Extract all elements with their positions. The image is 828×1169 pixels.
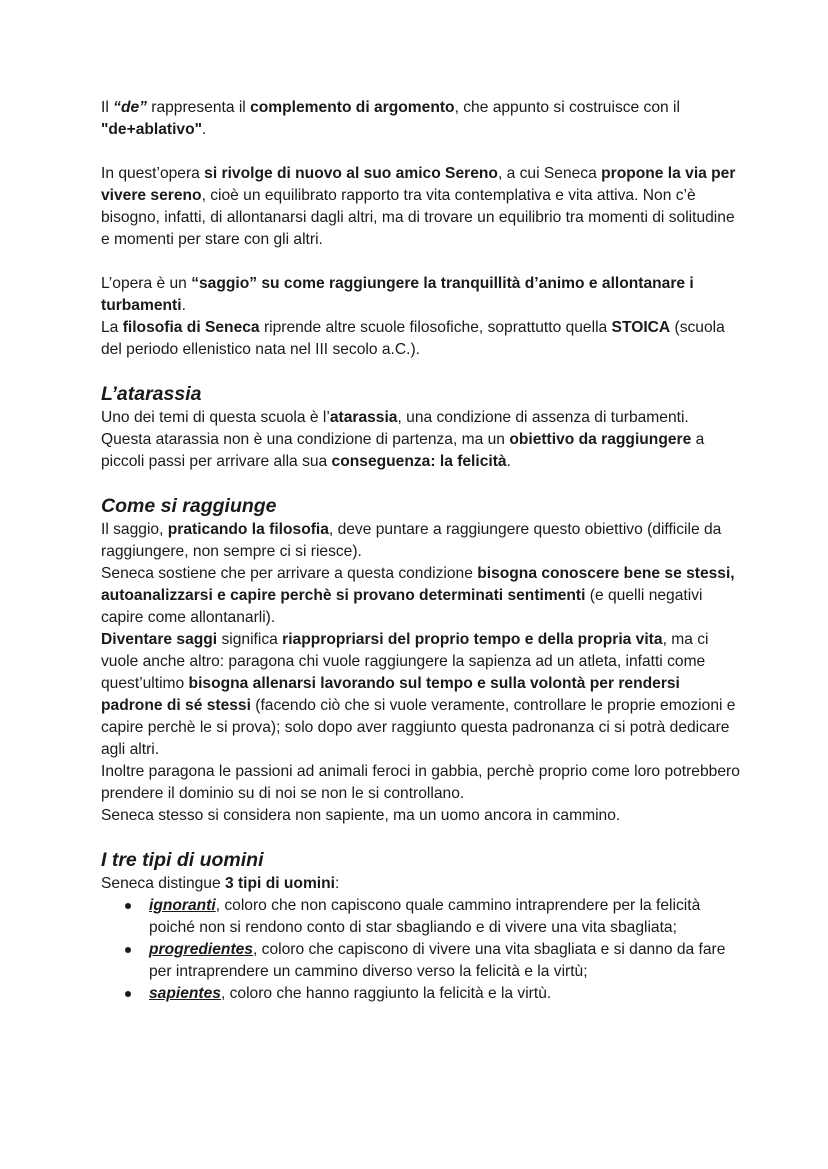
paragraph-atarassia — [101, 407, 741, 473]
list-term: progredientes — [149, 941, 253, 958]
bold-text: Diventare saggi — [101, 631, 218, 648]
text: . — [202, 121, 207, 138]
text: Il — [101, 99, 114, 116]
bullet-icon — [125, 991, 131, 997]
text: : — [335, 875, 340, 892]
list-text: , coloro che non capiscono quale cammino intraprendere per la felicità poiché non si rendono conto di star sbagliando e di vivere una vita sbagliata; — [149, 897, 701, 936]
heading-atarassia: L’atarassia — [101, 383, 202, 405]
bold-text: conseguenza: la felicità — [331, 453, 507, 470]
heading-come-si-raggiunge: Come si raggiunge — [101, 495, 277, 517]
bold-text: riappropriarsi del proprio tempo e della propria vita — [282, 631, 663, 648]
text: riprende altre scuole filosofiche, soprattutto quella — [259, 319, 612, 336]
text: La — [101, 319, 123, 336]
paragraph-saggio-filosofia — [101, 519, 741, 563]
document-body — [101, 97, 741, 1005]
text: . — [506, 453, 511, 470]
paragraph-non-sapiente: Seneca stesso si considera non sapiente, ma un uomo ancora in cammino. — [101, 807, 621, 824]
types-list — [101, 895, 741, 1005]
bullet-icon — [125, 947, 131, 953]
bold-text: filosofia di Seneca — [122, 319, 260, 336]
bold-text: bisogna conoscere bene se stessi, autoanalizzarsi e capire perchè si provano determinati sentimenti — [101, 565, 735, 604]
list-item — [125, 939, 741, 983]
text: (facendo ciò che si vuole veramente, controllare le proprie emozioni e capire perchè le si prova); solo dopo aver raggiunto questa padronanza ci si potrà dedicare agli altri. — [101, 697, 736, 758]
paragraph-tre-tipi-intro — [101, 873, 741, 895]
text: rappresenta il — [146, 99, 251, 116]
paragraph-diventare-saggi — [101, 629, 741, 761]
paragraph-de-argomento — [101, 97, 741, 141]
bold-text: STOICA — [611, 319, 671, 336]
list-text: , coloro che hanno raggiunto la felicità e la virtù. — [220, 985, 552, 1002]
bold-text: atarassia — [329, 409, 398, 426]
paragraph-passioni: Inoltre paragona le passioni ad animali feroci in gabbia, perchè proprio come loro potrebbero prendere il dominio su di noi se non le si controllano. — [101, 763, 740, 802]
bold-text: praticando la filosofia — [167, 521, 329, 538]
list-item — [125, 895, 741, 939]
paragraph-sereno — [101, 163, 741, 251]
text: , deve puntare a raggiungere questo obiettivo (difficile da raggiungere, non sempre ci si riesce). — [101, 521, 722, 560]
bold-text: si rivolge di nuovo al suo amico Sereno — [204, 165, 498, 182]
bold-text: obiettivo da raggiungere — [509, 431, 692, 448]
bold-text: "de+ablativo" — [101, 121, 203, 138]
bold-text: “saggio” su come raggiungere la tranquillità d’animo e allontanare i turbamenti — [101, 275, 694, 314]
text: a piccoli passi per arrivare alla sua — [101, 431, 705, 470]
text: , che appunto si costruisce con il — [454, 99, 680, 116]
text: , a cui Seneca — [497, 165, 602, 182]
text: L’opera è un — [101, 275, 192, 292]
paragraph-conoscere-se-stessi — [101, 563, 741, 629]
bullet-icon — [125, 903, 131, 909]
text: Seneca distingue — [101, 875, 225, 892]
text: (e quelli negativi capire come allontanarli). — [101, 587, 703, 626]
bold-text: bisogna allenarsi lavorando sul tempo e sulla volontà per rendersi padrone di sé stessi — [101, 675, 680, 714]
text: . — [181, 297, 186, 314]
heading-tre-tipi: I tre tipi di uomini — [101, 849, 264, 871]
text: , cioè un equilibrato rapporto tra vita contemplativa e vita attiva. Non c’è bisogno, infatti, di allontanarsi dagli altri, ma di trovare un equilibrio tra momenti di solitudine e momenti per stare con gli altri. — [101, 187, 735, 248]
bold-text: “de” — [113, 99, 147, 116]
bold-text: propone la via per vivere sereno — [101, 165, 736, 204]
list-term: ignoranti — [149, 897, 216, 914]
list-term: sapientes — [149, 985, 221, 1002]
text: , ma ci vuole anche altro: paragona chi vuole raggiungere la sapienza ad un atleta, infatti come quest’ultimo — [101, 631, 709, 692]
text: , una condizione di assenza di turbamenti. Questa atarassia non è una condizione di partenza, ma un — [101, 409, 689, 448]
text: Uno dei temi di questa scuola è l’ — [101, 409, 330, 426]
text: (scuola del periodo ellenistico nata nel III secolo a.C.). — [101, 319, 725, 358]
bold-text: complemento di argomento — [250, 99, 455, 116]
text: Seneca sostiene che per arrivare a questa condizione — [101, 565, 478, 582]
list-text: , coloro che capiscono di vivere una vita sbagliata e si danno da fare per intraprendere un cammino diverso verso la felicità e la virtù; — [149, 941, 726, 980]
paragraph-filosofia — [101, 317, 741, 361]
list-item — [125, 983, 741, 1005]
bold-text: 3 tipi di uomini — [224, 875, 336, 892]
text: In quest’opera — [101, 165, 205, 182]
paragraph-saggio — [101, 273, 741, 317]
text: Il saggio, — [101, 521, 168, 538]
text: significa — [217, 631, 283, 648]
